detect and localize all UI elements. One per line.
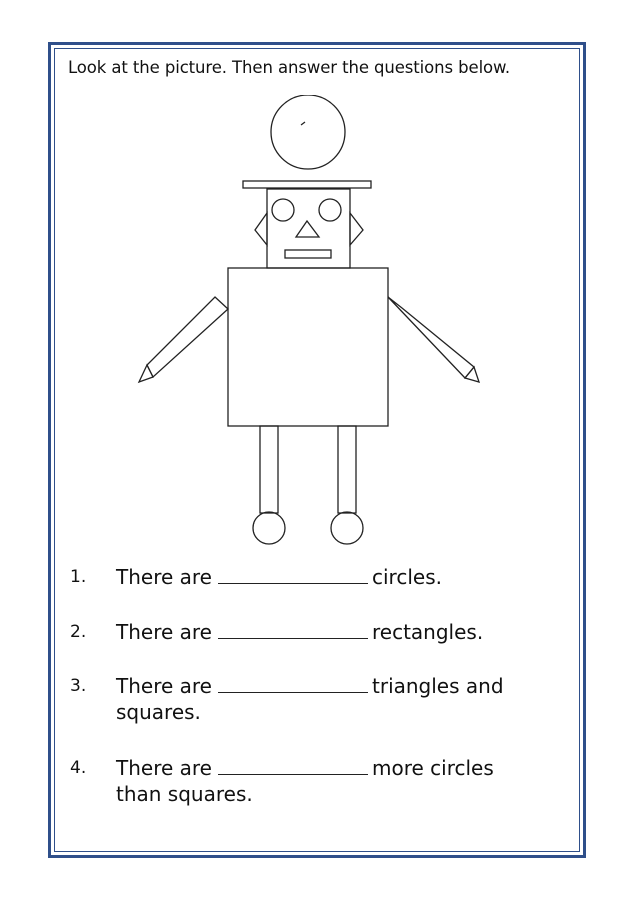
question-number: 4.: [70, 758, 87, 778]
question-4: [70, 755, 570, 815]
answer-blank[interactable]: [218, 678, 368, 693]
robot-left-arm: [147, 297, 228, 377]
question-prefix: There are: [116, 565, 212, 589]
question-number: 1.: [70, 567, 87, 587]
robot-left-leg: [260, 426, 278, 513]
answer-blank[interactable]: [218, 624, 368, 639]
question-1: [70, 564, 570, 594]
robot-face-square: [267, 189, 350, 268]
question-number: 2.: [70, 622, 87, 642]
question-number: 3.: [70, 676, 87, 696]
robot-right-arm: [388, 297, 474, 378]
question-prefix: There are: [116, 674, 212, 698]
answer-blank[interactable]: [218, 760, 368, 775]
question-suffix: circles.: [372, 565, 442, 589]
question-suffix: rectangles.: [372, 620, 484, 644]
robot-right-eye: [319, 199, 341, 221]
question-second-line: squares.: [116, 700, 201, 724]
question-second-line: than squares.: [116, 782, 253, 806]
robot-right-arm-tip: [465, 367, 479, 382]
question-prefix: There are: [116, 756, 212, 780]
robot-left-eye: [272, 199, 294, 221]
question-suffix: triangles and: [372, 674, 504, 698]
instruction-text: Look at the picture. Then answer the questions below.: [68, 58, 511, 77]
head-mark: [301, 122, 305, 125]
robot-hat-brim: [243, 181, 371, 188]
robot-right-ear: [350, 213, 363, 245]
question-2: [70, 619, 570, 649]
question-3: [70, 673, 570, 733]
robot-nose-triangle: [296, 221, 319, 237]
robot-mouth: [285, 250, 331, 258]
robot-left-foot: [253, 512, 285, 544]
answer-blank[interactable]: [218, 569, 368, 584]
question-suffix: more circles: [372, 756, 494, 780]
robot-head-circle: [271, 95, 345, 169]
robot-left-ear: [255, 213, 267, 245]
robot-picture: [120, 95, 500, 555]
robot-left-arm-tip: [139, 365, 153, 382]
robot-right-leg: [338, 426, 356, 513]
robot-right-foot: [331, 512, 363, 544]
robot-body: [228, 268, 388, 426]
question-prefix: There are: [116, 620, 212, 644]
